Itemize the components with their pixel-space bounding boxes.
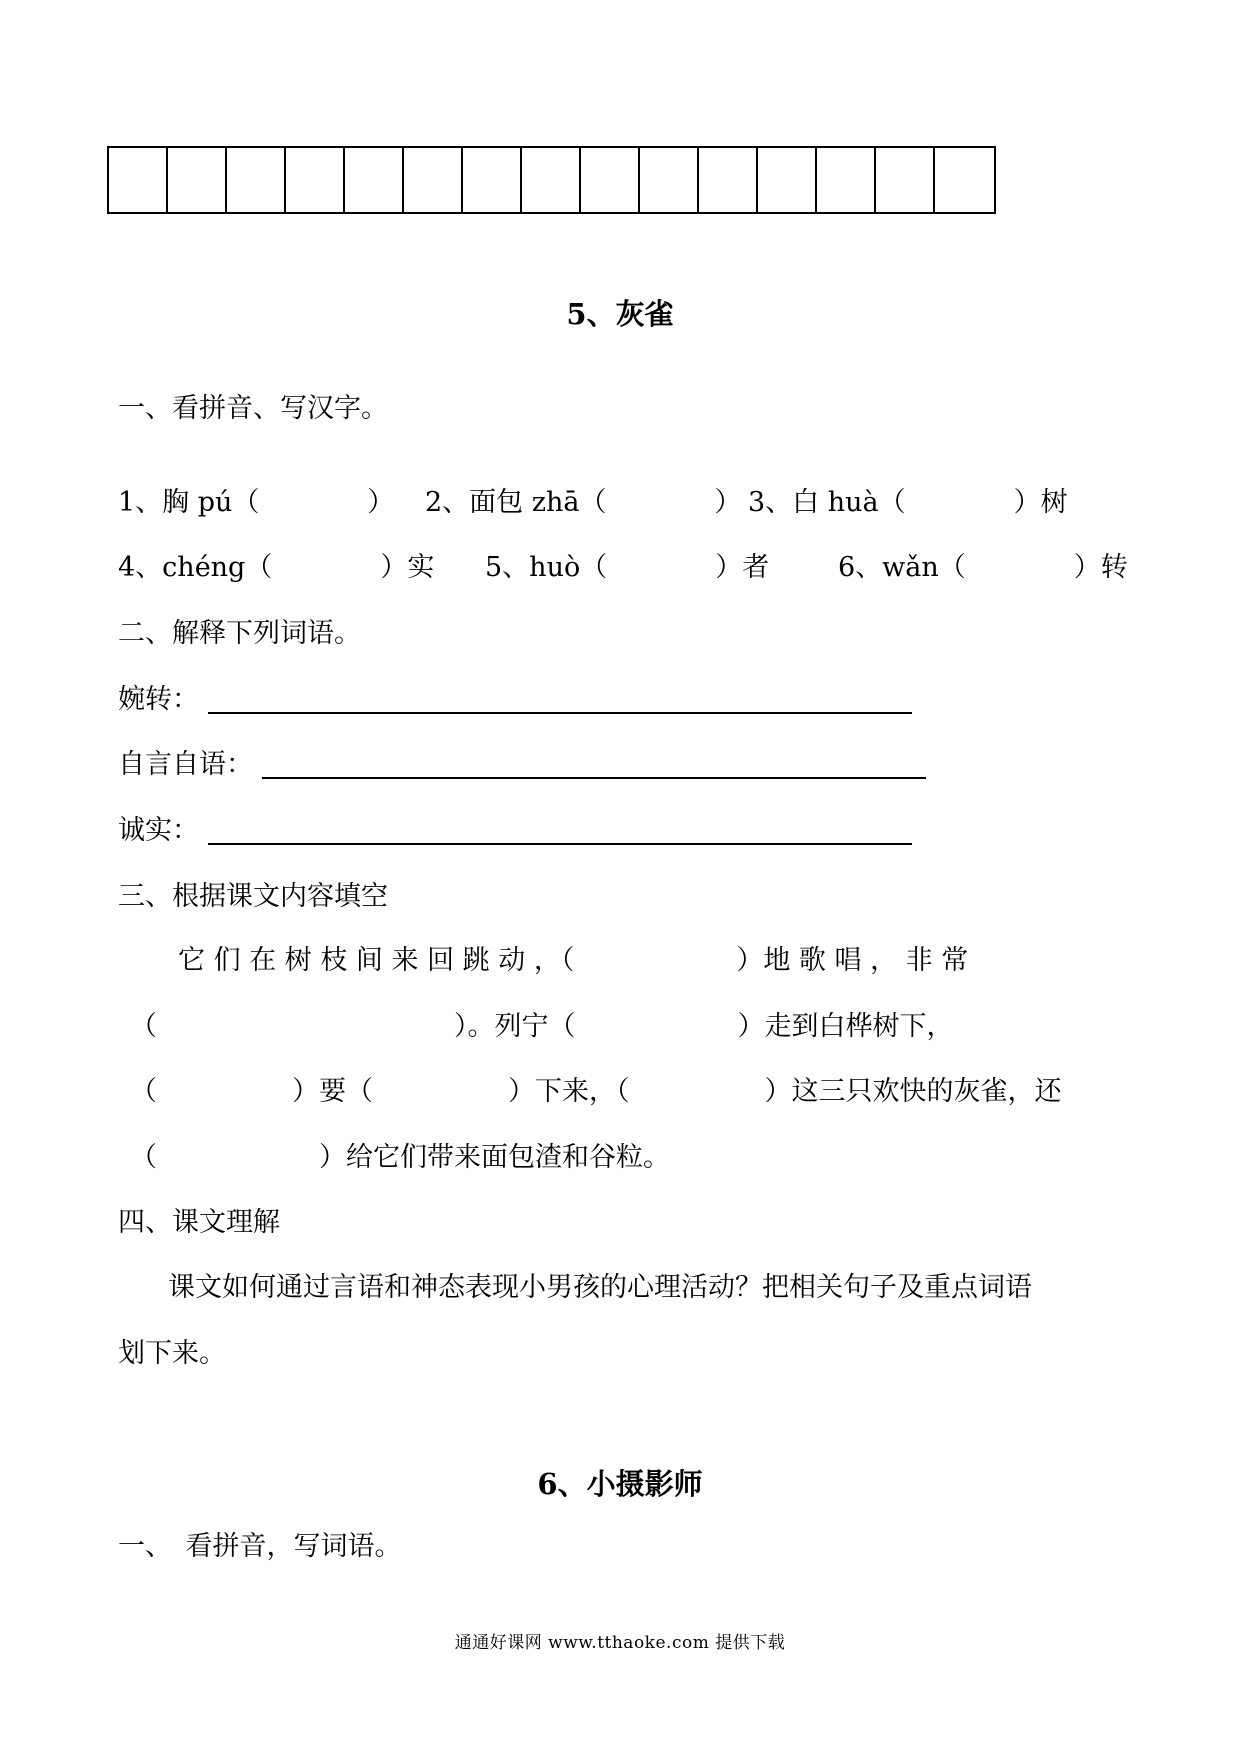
term-label: 诚实：	[118, 815, 199, 846]
answer-line[interactable]	[208, 712, 912, 714]
q1-heading: 一、看拼音、写汉字。	[118, 393, 388, 424]
term-label: 婉转：	[118, 684, 199, 715]
grid-cell[interactable]	[758, 148, 817, 212]
answer-line[interactable]	[208, 843, 912, 845]
grid-cell[interactable]	[817, 148, 876, 212]
fill-line: （ ）要（ ）下来，（ ）这三只欢快的灰雀，还	[130, 1076, 1062, 1107]
q2-heading: 二、解释下列词语。	[118, 618, 361, 649]
grid-cell[interactable]	[404, 148, 463, 212]
lesson5-title: 5、灰雀	[566, 297, 674, 331]
answer-line[interactable]	[262, 777, 926, 779]
grid-cell[interactable]	[699, 148, 758, 212]
term-label: 自言自语：	[118, 749, 253, 780]
q3-heading: 三、根据课文内容填空	[118, 881, 388, 912]
grid-cell[interactable]	[227, 148, 286, 212]
footer-source: 通通好课网 www.tthaoke.com 提供下载	[454, 1633, 786, 1653]
grid-cell[interactable]	[640, 148, 699, 212]
q4-text: 划下来。	[118, 1338, 226, 1369]
grid-cell[interactable]	[876, 148, 935, 212]
pinyin-item: 3、白 huà（ ）树	[748, 487, 1068, 518]
grid-cell[interactable]	[168, 148, 227, 212]
pinyin-item: 2、面包 zhā（ ）	[425, 487, 742, 518]
writing-grid	[107, 146, 996, 214]
grid-cell[interactable]	[935, 148, 994, 212]
q4-text: 课文如何通过言语和神态表现小男孩的心理活动？把相关句子及重点词语	[168, 1272, 1032, 1303]
pinyin-item: 1、胸 pú（ ）	[118, 487, 395, 518]
grid-cell[interactable]	[109, 148, 168, 212]
grid-cell[interactable]	[581, 148, 640, 212]
grid-cell[interactable]	[463, 148, 522, 212]
grid-cell[interactable]	[522, 148, 581, 212]
pinyin-item: 6、wǎn（ ）转	[838, 552, 1128, 583]
grid-cell[interactable]	[286, 148, 345, 212]
fill-line: （ ）给它们带来面包渣和谷粒。	[130, 1142, 670, 1173]
pinyin-item: 5、huò（ ）者	[485, 552, 770, 583]
grid-cell[interactable]	[345, 148, 404, 212]
fill-line: （ ）。列宁（ ）走到白桦树下，	[130, 1011, 954, 1042]
pinyin-item: 4、chéng（ ）实	[118, 552, 435, 583]
fill-line: 它 们 在 树 枝 间 来 回 跳 动 ，（ ）地 歌 唱 ， 非 常	[178, 945, 969, 976]
q4-heading: 四、课文理解	[118, 1207, 280, 1238]
lesson6-q1-heading: 一、 看拼音，写词语。	[118, 1531, 402, 1562]
lesson6-title: 6、小摄影师	[537, 1467, 703, 1501]
